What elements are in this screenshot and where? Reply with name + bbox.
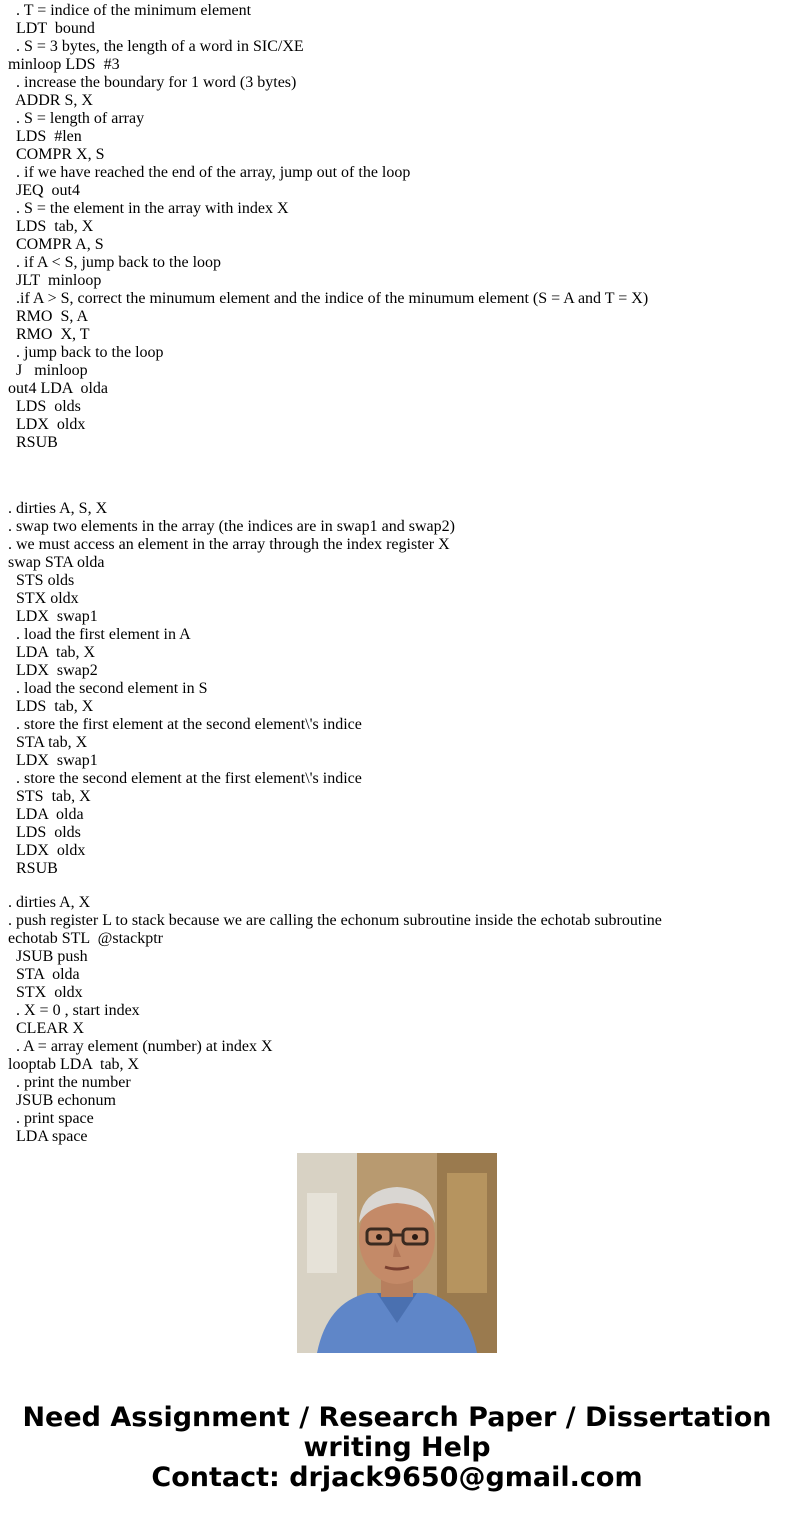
code-line: . store the second element at the first element\'s indice [8,770,362,787]
help-advertisement [0,1403,794,1493]
code-line: . dirties A, X [8,894,91,911]
code-line: looptab LDA tab, X [8,1056,140,1073]
code-line: . increase the boundary for 1 word (3 bytes) [8,74,297,91]
code-line: ADDR S, X [8,92,93,109]
code-line: RMO S, A [8,308,89,325]
code-line: J minloop [8,362,88,379]
code-line: JLT minloop [8,272,102,289]
ad-contact: Contact: drjack9650@gmail.com [151,1462,643,1493]
code-line: . if we have reached the end of the array, jump out of the loop [8,164,411,181]
code-line: . we must access an element in the array through the index register X [8,536,450,553]
code-line: STS olds [8,572,75,589]
code-line: RSUB [8,860,58,877]
code-line: LDA tab, X [8,644,96,661]
code-block-echotab [8,894,788,1146]
blank-line [8,484,788,500]
code-line: RSUB [8,434,58,451]
code-line: echotab STL @stackptr [8,930,163,947]
code-listing [8,2,788,1145]
code-line: . print the number [8,1074,131,1091]
code-line: . if A < S, jump back to the loop [8,254,222,271]
code-line: STS tab, X [8,788,91,805]
code-line: STX oldx [8,984,83,1001]
code-line: LDX swap1 [8,608,98,625]
ad-headline: Need Assignment / Research Paper / Dissertation [22,1402,772,1433]
blank-line [8,878,788,894]
code-line: . A = array element (number) at index X [8,1038,273,1055]
code-line: LDS olds [8,824,81,841]
code-line: LDS tab, X [8,218,94,235]
code-line: swap STA olda [8,554,105,571]
code-line: STX oldx [8,590,79,607]
code-line: CLEAR X [8,1020,84,1037]
person-photo-icon [297,1153,497,1353]
code-line: LDT bound [8,20,95,37]
code-line: . S = 3 bytes, the length of a word in SIC/XE [8,38,304,55]
code-line: LDS tab, X [8,698,94,715]
avatar [297,1153,497,1353]
code-line: out4 LDA olda [8,380,108,397]
code-line: . dirties A, S, X [8,500,108,517]
code-line: . store the first element at the second element\'s indice [8,716,362,733]
blank-line [8,468,788,484]
code-line: LDX oldx [8,842,86,859]
code-line: LDX oldx [8,416,86,433]
code-line: STA olda [8,966,80,983]
code-line: LDA space [8,1128,88,1145]
code-block-swap [8,500,788,878]
code-line: . S = length of array [8,110,145,127]
blank-line [8,452,788,468]
code-line: minloop LDS #3 [8,56,120,73]
code-line: . jump back to the loop [8,344,164,361]
code-line: COMPR X, S [8,146,105,163]
code-line: . push register L to stack because we are calling the echonum subroutine inside the echotab subroutine [8,912,662,929]
code-block-minimum [8,2,788,452]
code-line: LDA olda [8,806,84,823]
code-line: JSUB push [8,948,88,965]
code-line: . load the second element in S [8,680,208,697]
code-line: LDS #len [8,128,82,145]
code-line: JSUB echonum [8,1092,116,1109]
code-line: . load the first element in A [8,626,191,643]
code-line: . T = indice of the minimum element [8,2,252,19]
code-line: LDX swap1 [8,752,98,769]
code-line: COMPR A, S [8,236,104,253]
code-line: . print space [8,1110,94,1127]
ad-subheadline: writing Help [303,1432,491,1463]
code-line: . X = 0 , start index [8,1002,140,1019]
code-line: STA tab, X [8,734,88,751]
code-line: LDX swap2 [8,662,98,679]
code-line: . S = the element in the array with index X [8,200,289,217]
code-line: JEQ out4 [8,182,80,199]
code-line: . swap two elements in the array (the indices are in swap1 and swap2) [8,518,455,535]
code-line: .if A > S, correct the minumum element and the indice of the minumum element (S = A and T = X) [8,290,649,307]
code-line: LDS olds [8,398,81,415]
code-line: RMO X, T [8,326,90,343]
